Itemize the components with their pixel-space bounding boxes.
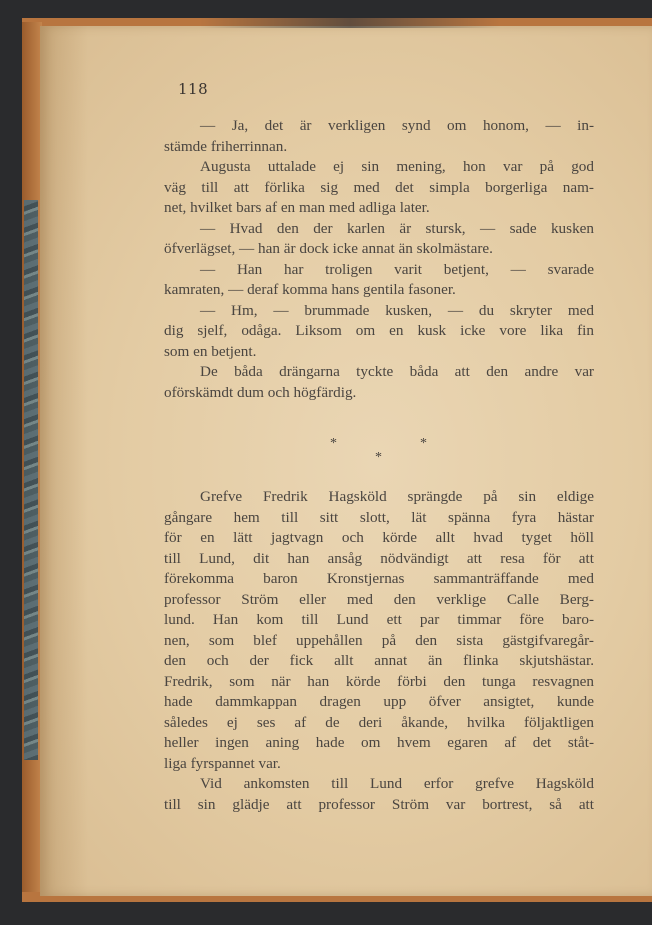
text-line: — Ja, det är verkligen synd om honom, — in-: [200, 117, 594, 134]
text-line: gångare hem till sitt slott, lät spänna fyra hästar: [164, 508, 594, 526]
text-line: lund. Han kom till Lund ett par timmar före baro-: [164, 611, 594, 628]
text-line: Vid ankomsten till Lund erfor grefve Hagsköld: [200, 775, 594, 792]
text-line: väg till att förlika sig med det simpla borgerliga nam-: [164, 178, 594, 196]
text-line: nen, som blef uppehållen på den sista gästgifvaregår-: [164, 631, 594, 649]
text-line: net, hvilket bars af en man med adliga later.: [164, 199, 430, 216]
separator-asterisk: *: [375, 450, 382, 465]
text-line: De båda drängarna tyckte båda att den andre var: [200, 363, 594, 380]
text-line: öfverlägset, — han är dock icke annat än skolmästare.: [164, 240, 493, 257]
text-line: heller ingen aning hade om hvem egaren af det ståt-: [164, 734, 594, 751]
text-line: hade dammkappan dragen upp öfver ansigtet, kunde: [164, 693, 594, 710]
text-line: professor Ström eller med den verklige Calle Berg-: [164, 590, 594, 608]
text-line: liga fyrspannet var.: [164, 754, 281, 772]
marbled-endpaper-strip: [24, 200, 38, 760]
text-line: — Hvad den der karlen är stursk, — sade kusken: [200, 219, 594, 237]
text-line: till Lund, dit han ansåg nödvändigt att resa för att: [164, 549, 594, 567]
top-edge-shadow: [200, 18, 500, 28]
section-separator: [164, 434, 594, 468]
text-section-1: [164, 116, 594, 403]
text-line: således ej ses af de deri åkande, hvilka följaktligen: [164, 713, 594, 731]
text-line: den och der fick allt annat än flinka skjutshästar.: [164, 652, 594, 669]
text-line: dig sjelf, odåga. Liksom om en kusk icke vore lika fin: [164, 322, 594, 339]
page-number: 118: [178, 80, 209, 98]
text-line: till sin glädje att professor Ström var bortrest, så att: [164, 795, 594, 813]
text-section-2: [164, 487, 594, 815]
text-line: — Hm, — brummade kusken, — du skryter med: [200, 301, 594, 319]
separator-asterisk: *: [330, 436, 337, 451]
text-line: Fredrik, som när han körde förbi den tunga resvagnen: [164, 672, 594, 690]
text-line: förekomma baron Kronstjernas sammanträffande med: [164, 570, 594, 587]
separator-asterisk: *: [420, 436, 427, 451]
text-line: oförskämdt dum och högfärdig.: [164, 383, 357, 401]
text-line: för en lätt jagtvagn och körde allt hvad tyget höll: [164, 529, 594, 546]
text-line: — Han har troligen varit betjent, — svarade: [200, 260, 594, 278]
text-line: Grefve Fredrik Hagsköld sprängde på sin eldige: [200, 488, 594, 505]
text-line: Augusta uttalade ej sin mening, hon var på god: [200, 158, 594, 175]
page-gutter-shadow: [40, 26, 88, 896]
text-line: stämde friherrinnan.: [164, 137, 288, 155]
text-line: kamraten, — deraf komma hans gentila fasoner.: [164, 281, 456, 298]
text-line: som en betjent.: [164, 342, 257, 360]
